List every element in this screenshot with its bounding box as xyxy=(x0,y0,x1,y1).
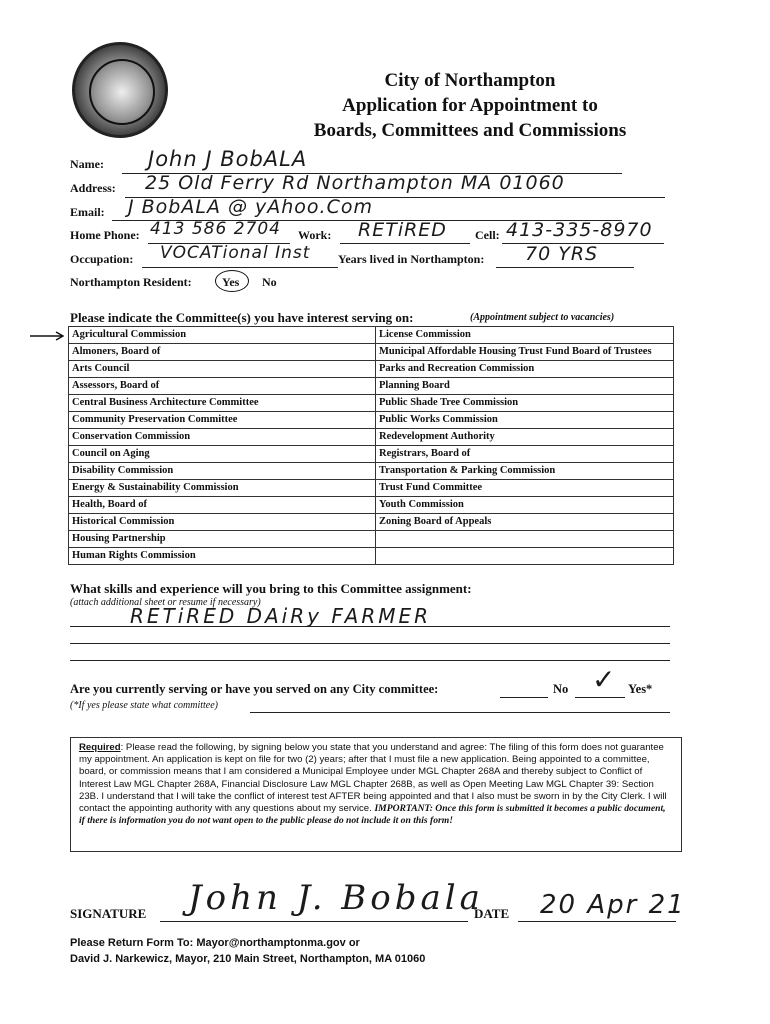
table-row xyxy=(69,412,674,429)
occupation-line xyxy=(142,267,338,268)
serving-note: (*If yes please state what committee) xyxy=(70,700,219,711)
table-row xyxy=(69,463,674,480)
table-row xyxy=(69,548,674,565)
committee-option[interactable]: Public Works Commission xyxy=(376,412,674,429)
footer-line-2: David J. Narkewicz, Mayor, 210 Main Street, Northampton, MA 01060 xyxy=(70,953,426,965)
date-value[interactable]: 20 Apr 21 xyxy=(540,890,686,920)
serving-no-line xyxy=(500,697,548,698)
committee-option[interactable]: Assessors, Board of xyxy=(69,378,376,395)
committee-option[interactable]: Energy & Sustainability Commission xyxy=(69,480,376,497)
committee-option[interactable]: Zoning Board of Appeals xyxy=(376,514,674,531)
required-text: : Please read the following, by signing below you state that you understand and agree: The filing of this form does not guarantee my appointment. An application is kept on file for two (2) years; after that I must file a new application. Being appointed to a committee, board, or commission means that I am considered a Municipal Employee under MGL Chapter 268A and thereby subject to Conflict of Interest Law MGL Chapter 268A, Financial Disclosure Law MGL Chapter 268B, as well as Open Meeting Law MGL Chapter 39: Section 23B. I understand that I will take the conflict of interest test AFTER being appointed and that I also must be sworn in by the City Clerk. I will contact the appointing authority with any questions about my service. xyxy=(79,742,667,815)
signature-line xyxy=(160,921,468,922)
committee-option[interactable]: Historical Commission xyxy=(69,514,376,531)
table-row xyxy=(69,327,674,344)
committee-option[interactable]: License Commission xyxy=(376,327,674,344)
serving-yes-line xyxy=(575,697,625,698)
checkmark-icon: ✓ xyxy=(592,663,617,696)
skills-line-3 xyxy=(70,660,670,661)
serving-note-line xyxy=(250,712,670,713)
committee-option[interactable]: Parks and Recreation Commission xyxy=(376,361,674,378)
years-line xyxy=(496,267,634,268)
table-row xyxy=(69,531,674,548)
name-value[interactable]: John J BobALA xyxy=(148,147,308,171)
title-line-3: Boards, Committees and Commissions xyxy=(313,120,627,141)
title-line-1: City of Northampton xyxy=(384,70,556,91)
home-phone-label: Home Phone: xyxy=(70,228,140,242)
resident-no[interactable]: No xyxy=(262,275,277,289)
skills-question: What skills and experience will you bring to this Committee assignment: xyxy=(70,581,472,596)
years-value[interactable]: 70 YRS xyxy=(525,243,599,265)
important-text: IMPORTANT: Once this form is submitted it becomes a public document, if there is information you do not want open to the public please do not include it on this form! xyxy=(79,803,666,827)
committee-option[interactable]: Community Preservation Committee xyxy=(69,412,376,429)
serving-yes-label[interactable]: Yes* xyxy=(628,682,653,696)
table-row xyxy=(69,446,674,463)
committees-note: (Appointment subject to vacancies) xyxy=(470,312,615,323)
committee-option[interactable]: Redevelopment Authority xyxy=(376,429,674,446)
table-row xyxy=(69,429,674,446)
committee-option[interactable]: Transportation & Parking Commission xyxy=(376,463,674,480)
committee-option[interactable]: Human Rights Commission xyxy=(69,548,376,565)
committee-option[interactable]: Health, Board of xyxy=(69,497,376,514)
address-value[interactable]: 25 Old Ferry Rd Northampton MA 01060 xyxy=(145,172,565,194)
arrow-icon xyxy=(30,331,64,341)
serving-question: Are you currently serving or have you served on any City committee: xyxy=(70,682,439,696)
committee-option[interactable]: Agricultural Commission xyxy=(69,327,376,344)
city-seal xyxy=(72,42,168,138)
table-row xyxy=(69,361,674,378)
skills-hint: (attach additional sheet or resume if necessary) xyxy=(70,597,261,608)
date-line xyxy=(518,921,676,922)
serving-no-label[interactable]: No xyxy=(553,682,569,696)
required-label: Required xyxy=(79,742,121,753)
committee-option[interactable] xyxy=(376,531,674,548)
table-row xyxy=(69,344,674,361)
table-row xyxy=(69,378,674,395)
email-label: Email: xyxy=(70,205,105,219)
table-row xyxy=(69,395,674,412)
footer-line-1: Please Return Form To: Mayor@northamptonma.gov or xyxy=(70,937,360,949)
cell-value[interactable]: 413-335-8970 xyxy=(506,219,653,241)
title-line-2: Application for Appointment to xyxy=(342,95,598,116)
committee-option[interactable]: Housing Partnership xyxy=(69,531,376,548)
years-label: Years lived in Northampton: xyxy=(338,252,485,266)
signature-label: SIGNATURE xyxy=(70,906,147,921)
committee-option[interactable]: Municipal Affordable Housing Trust Fund Board of Trustees xyxy=(376,344,674,361)
name-label: Name: xyxy=(70,157,104,171)
resident-label: Northampton Resident: xyxy=(70,275,192,289)
date-label: DATE xyxy=(474,906,510,921)
committee-option[interactable]: Council on Aging xyxy=(69,446,376,463)
work-line xyxy=(340,243,470,244)
occupation-value[interactable]: VOCATional Inst xyxy=(160,243,311,263)
table-row xyxy=(69,480,674,497)
required-notice xyxy=(70,737,682,852)
home-phone-value[interactable]: 413 586 2704 xyxy=(150,219,281,239)
committee-option[interactable]: Planning Board xyxy=(376,378,674,395)
resident-yes[interactable]: Yes xyxy=(222,275,240,289)
skills-line-2 xyxy=(70,643,670,644)
committee-option[interactable]: Trust Fund Committee xyxy=(376,480,674,497)
table-row xyxy=(69,514,674,531)
committee-option[interactable]: Almoners, Board of xyxy=(69,344,376,361)
email-value[interactable]: J BobALA @ yAhoo.Com xyxy=(128,196,373,218)
committee-table xyxy=(68,326,674,565)
committee-option[interactable] xyxy=(376,548,674,565)
table-row xyxy=(69,497,674,514)
cell-label: Cell: xyxy=(475,228,500,242)
committee-option[interactable]: Conservation Commission xyxy=(69,429,376,446)
committee-option[interactable]: Youth Commission xyxy=(376,497,674,514)
address-label: Address: xyxy=(70,181,116,195)
occupation-label: Occupation: xyxy=(70,252,134,266)
committee-option[interactable]: Arts Council xyxy=(69,361,376,378)
committee-option[interactable]: Disability Commission xyxy=(69,463,376,480)
work-value[interactable]: RETiRED xyxy=(358,219,447,241)
committee-option[interactable]: Public Shade Tree Commission xyxy=(376,395,674,412)
work-label: Work: xyxy=(298,228,332,242)
signature-value[interactable]: John J. Bobala xyxy=(188,878,484,918)
committees-heading: Please indicate the Committee(s) you have interest serving on: xyxy=(70,310,414,325)
committee-option[interactable]: Registrars, Board of xyxy=(376,446,674,463)
committee-option[interactable]: Central Business Architecture Committee xyxy=(69,395,376,412)
skills-answer[interactable]: RETiRED DAiRy FARMER xyxy=(130,604,432,628)
